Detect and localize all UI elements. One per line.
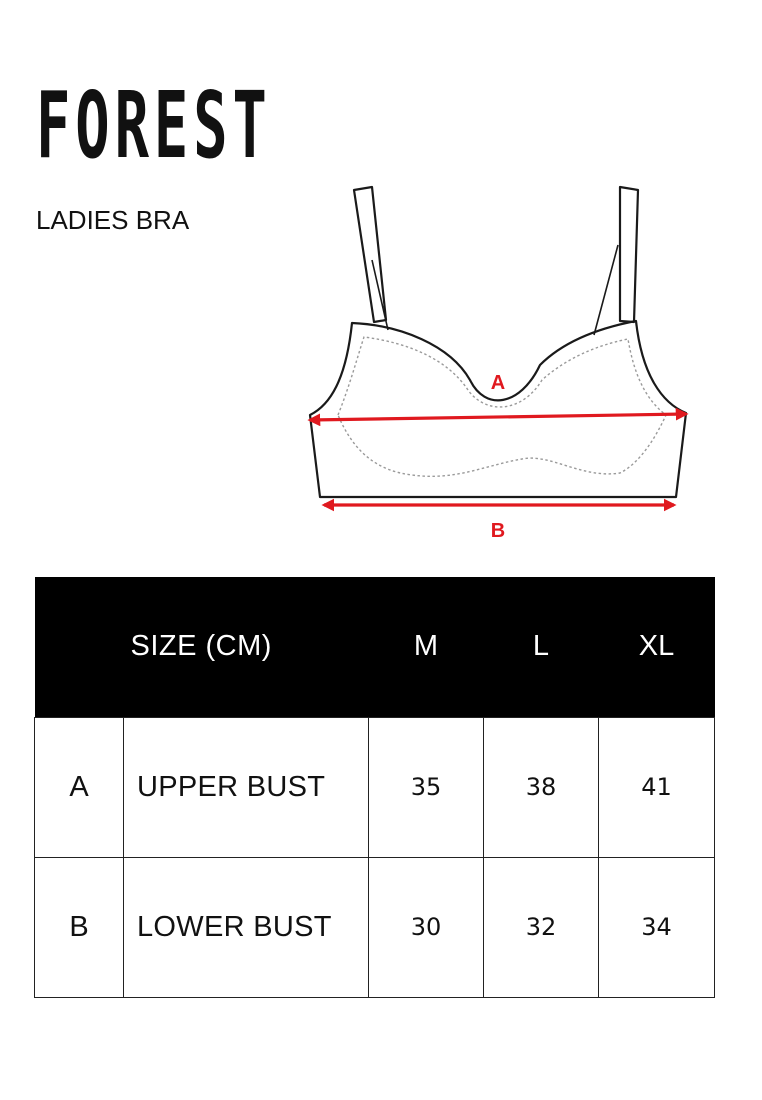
table-header-row [35, 577, 715, 717]
measure-a-arrow [310, 414, 686, 420]
row-key: A [35, 717, 124, 857]
table-cell: 32 [484, 857, 599, 997]
right-strap [620, 187, 638, 322]
bra-measurement-diagram [290, 175, 710, 555]
row-label: UPPER BUST [124, 717, 369, 857]
header-size-xl: XL [638, 630, 675, 663]
table-row [35, 717, 715, 857]
table-cell: 30 [369, 857, 484, 997]
table-cell: 41 [599, 717, 715, 857]
size-chart-table [34, 577, 715, 998]
cup-stitching [338, 337, 666, 476]
brand-logo: FOREST [36, 72, 272, 179]
measure-b-label: B [490, 520, 506, 542]
header-size-m: M [413, 630, 439, 663]
header-size-l: L [532, 630, 550, 663]
measure-a-label: A [490, 372, 506, 394]
row-key: B [35, 857, 124, 997]
right-strap-inner [594, 245, 618, 335]
header-blank [35, 577, 124, 717]
table-cell: 35 [369, 717, 484, 857]
table-cell: 34 [599, 857, 715, 997]
table-cell: 38 [484, 717, 599, 857]
product-name: LADIES BRA [36, 205, 190, 235]
header-size-label: SIZE (CM) [130, 630, 272, 663]
table-row [35, 857, 715, 997]
row-label: LOWER BUST [124, 857, 369, 997]
